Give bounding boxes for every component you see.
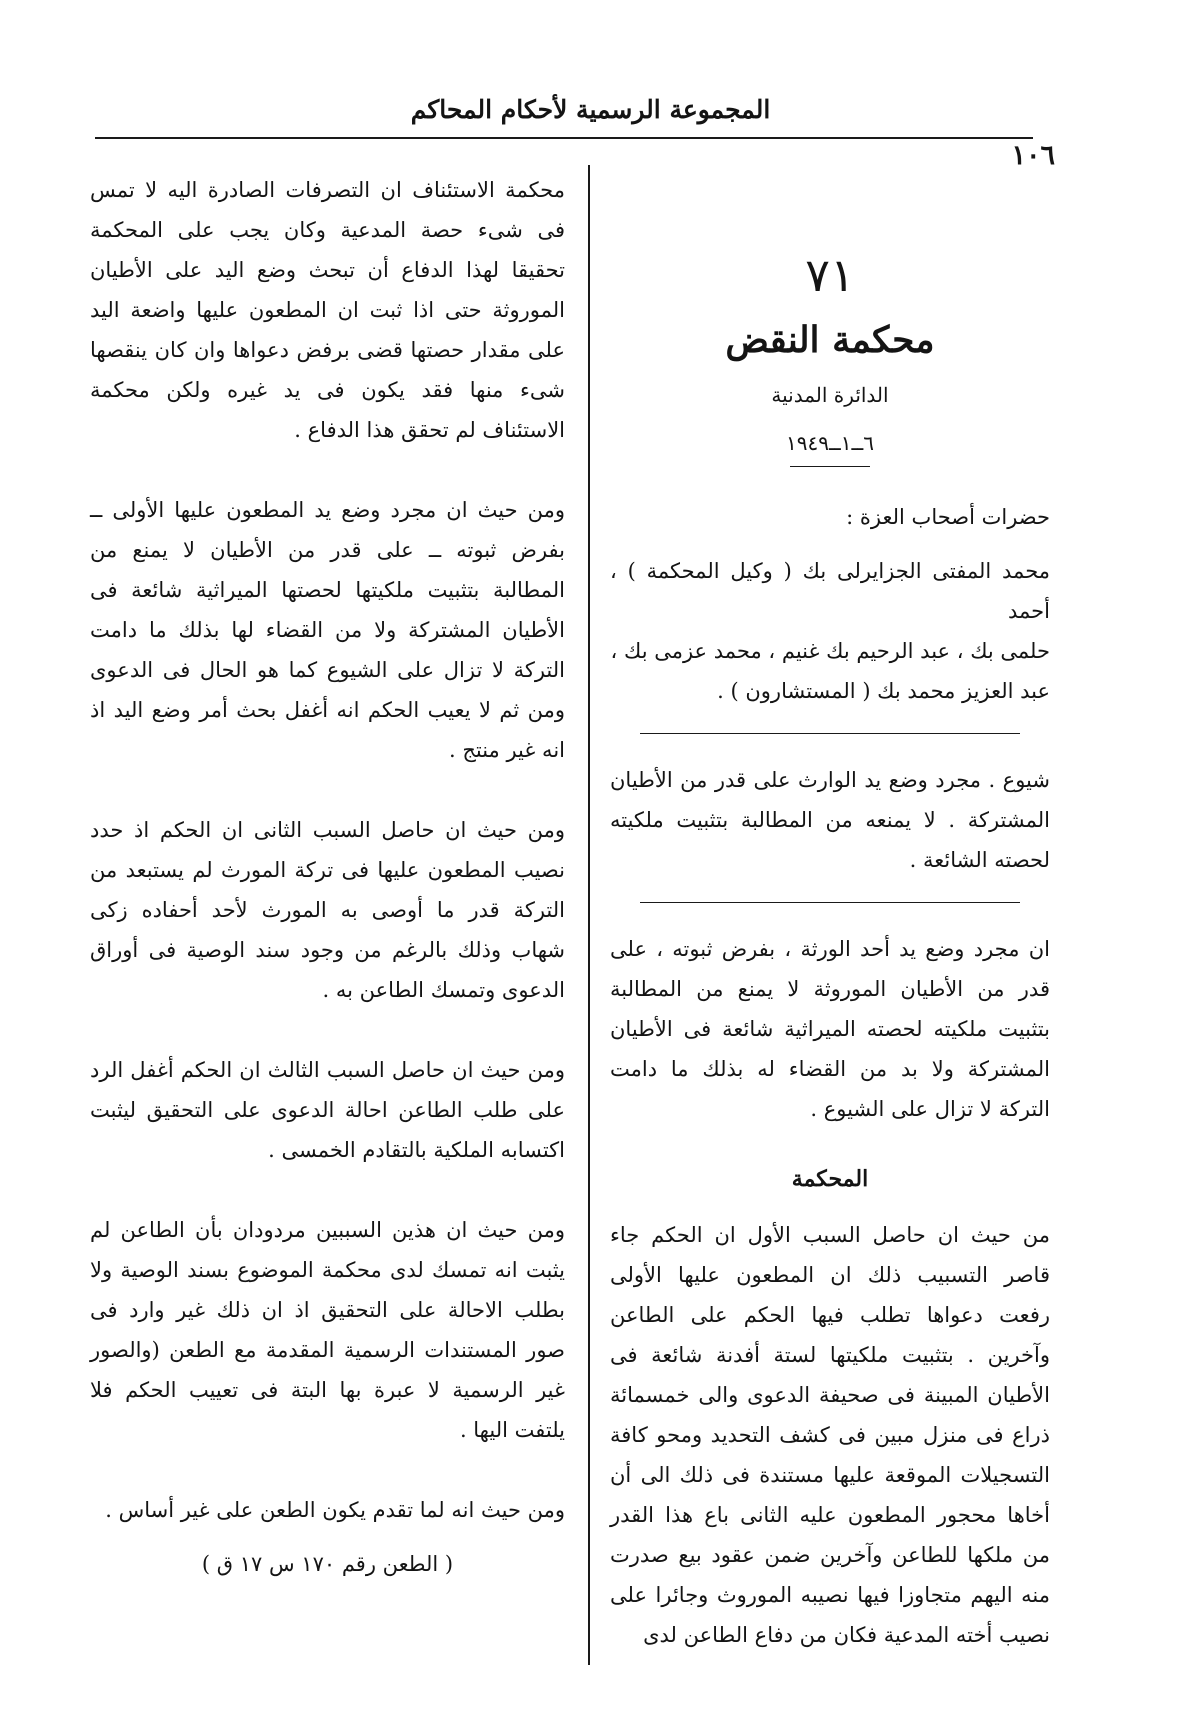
left-column bbox=[90, 170, 565, 1598]
judgment-paragraph: ومن حيث انه لما تقدم يكون الطعن على غير أساس . bbox=[105, 1498, 565, 1522]
right-column bbox=[610, 240, 1050, 1669]
judgment-paragraph: ومن حيث ان حاصل السبب الثالث ان الحكم أغفل الرد على طلب الطاعن احالة الدعوى على التحقيق ليثبت اكتسابه الملكية بالتقادم الخمسى . bbox=[90, 1058, 565, 1162]
judgment-paragraph: من حيث ان حاصل السبب الأول ان الحكم جاء قاصر التسبيب ذلك ان المطعون عليها الأولى رفعت دعواها تطلب فيها الحكم على الطاعن وآخرين . بتثبيت ملكيتها لستة أفدنة شائعة فى الأطيان المبينة فى صحيفة الدعوى والى خمسمائة ذراع فى منزل مبين فى كشف التحديد ومحو كافة التسجيلات الموقعة عليها مستندة فى ذلك الى أن أخاها محجور المطعون عليه الثانى باع هذا القدر من ملكها للطاعن وآخرين ضمن عقود بيع صدرت منه اليهم متجاوزا فيها نصيبه الموروث وجائرا على نصيب أخته المدعية فكان من دفاع الطاعن لدى bbox=[610, 1223, 1050, 1647]
judges-line: عبد العزيز محمد بك ( المستشارون ) . bbox=[717, 679, 1050, 703]
case-date: ٦ــ١ــ١٩٤٩ bbox=[786, 431, 874, 455]
section-rule bbox=[640, 733, 1020, 734]
legal-principle: ان مجرد وضع يد أحد الورثة ، بفرض ثبوته ، على قدر من الأطيان الموروثة لا يمنع من المطالبة بتثبيت ملكيته لحصته الميراثية شائعة فى الأطيان المشتركة ولا بد من القضاء له بذلك ما دامت التركة لا تزال على الشيوع . bbox=[610, 937, 1050, 1121]
judgment-paragraph: ومن حيث ان حاصل السبب الثانى ان الحكم اذ حدد نصيب المطعون عليها فى تركة المورث لم يستبعد من التركة قدر ما أوصى به المورث لأحد أحفاده زكى شهاب وذلك بالرغم من وجود سند الوصية فى أوراق الدعوى وتمسك الطاعن به . bbox=[90, 818, 565, 1002]
appeal-reference: ( الطعن رقم ١٧٠ س ١٧ ق ) bbox=[201, 1552, 454, 1576]
case-number: ٧١ bbox=[805, 248, 855, 302]
judges-line: محمد المفتى الجزايرلى بك ( وكيل المحكمة ) ، أحمد bbox=[610, 559, 1050, 623]
header-rule bbox=[95, 137, 1033, 139]
judgment-paragraph: ومن حيث ان هذين السببين مردودان بأن الطاعن لم يثبت انه تمسك لدى محكمة الموضوع بسند الوصية ولا بطلب الاحالة على التحقيق اذ ان ذلك غير وارد فى صور المستندات الرسمية المقدمة مع الطعن (والصور غير الرسمية لا عبرة بها البتة فى تعييب الحكم فلا يلتفت اليها . bbox=[90, 1218, 565, 1442]
judges-intro: حضرات أصحاب العزة : bbox=[846, 505, 1050, 529]
circuit-name: الدائرة المدنية bbox=[771, 383, 889, 407]
running-header-title: المجموعة الرسمية لأحكام المحاكم bbox=[410, 95, 771, 124]
court-name: محكمة النقض bbox=[725, 319, 935, 361]
judges-line: حلمى بك ، عبد الرحيم بك غنيم ، محمد عزمى بك ، bbox=[610, 639, 1050, 663]
date-rule bbox=[790, 466, 870, 467]
judgment-paragraph: ومن حيث ان مجرد وضع يد المطعون عليها الأولى ــ بفرض ثبوته ــ على قدر من الأطيان لا يمنع من المطالبة بتثبيت ملكيتها لحصتها الميراثية شائعة فى الأطيان المشتركة ولا من القضاء لها بذلك ما دامت التركة لا تزال على الشيوع كما هو الحال فى الدعوى ومن ثم لا يعيب الحكم انه أغفل بحث أمر وضع اليد اذ انه غير منتج . bbox=[90, 498, 565, 762]
section-heading: المحكمة bbox=[791, 1166, 869, 1192]
column-divider bbox=[588, 165, 590, 1665]
headnote: شيوع . مجرد وضع يد الوارث على قدر من الأطيان المشتركة . لا يمنعه من المطالبة بتثبيت ملكيته لحصته الشائعة . bbox=[610, 768, 1050, 872]
page-number: ١٠٦ bbox=[1011, 140, 1055, 171]
section-rule bbox=[640, 902, 1020, 903]
judgment-paragraph: محكمة الاستئناف ان التصرفات الصادرة اليه لا تمس فى شىء حصة المدعية وكان يجب على المحكمة تحقيقا لهذا الدفاع أن تبحث وضع اليد على الأطيان الموروثة حتى اذا ثبت ان المطعون عليها واضعة اليد على مقدار حصتها قضى برفض دعواها وان كان ينقصها شىء منها فقد يكون فى يد غيره ولكن محكمة الاستئناف لم تحقق هذا الدفاع . bbox=[90, 178, 565, 442]
